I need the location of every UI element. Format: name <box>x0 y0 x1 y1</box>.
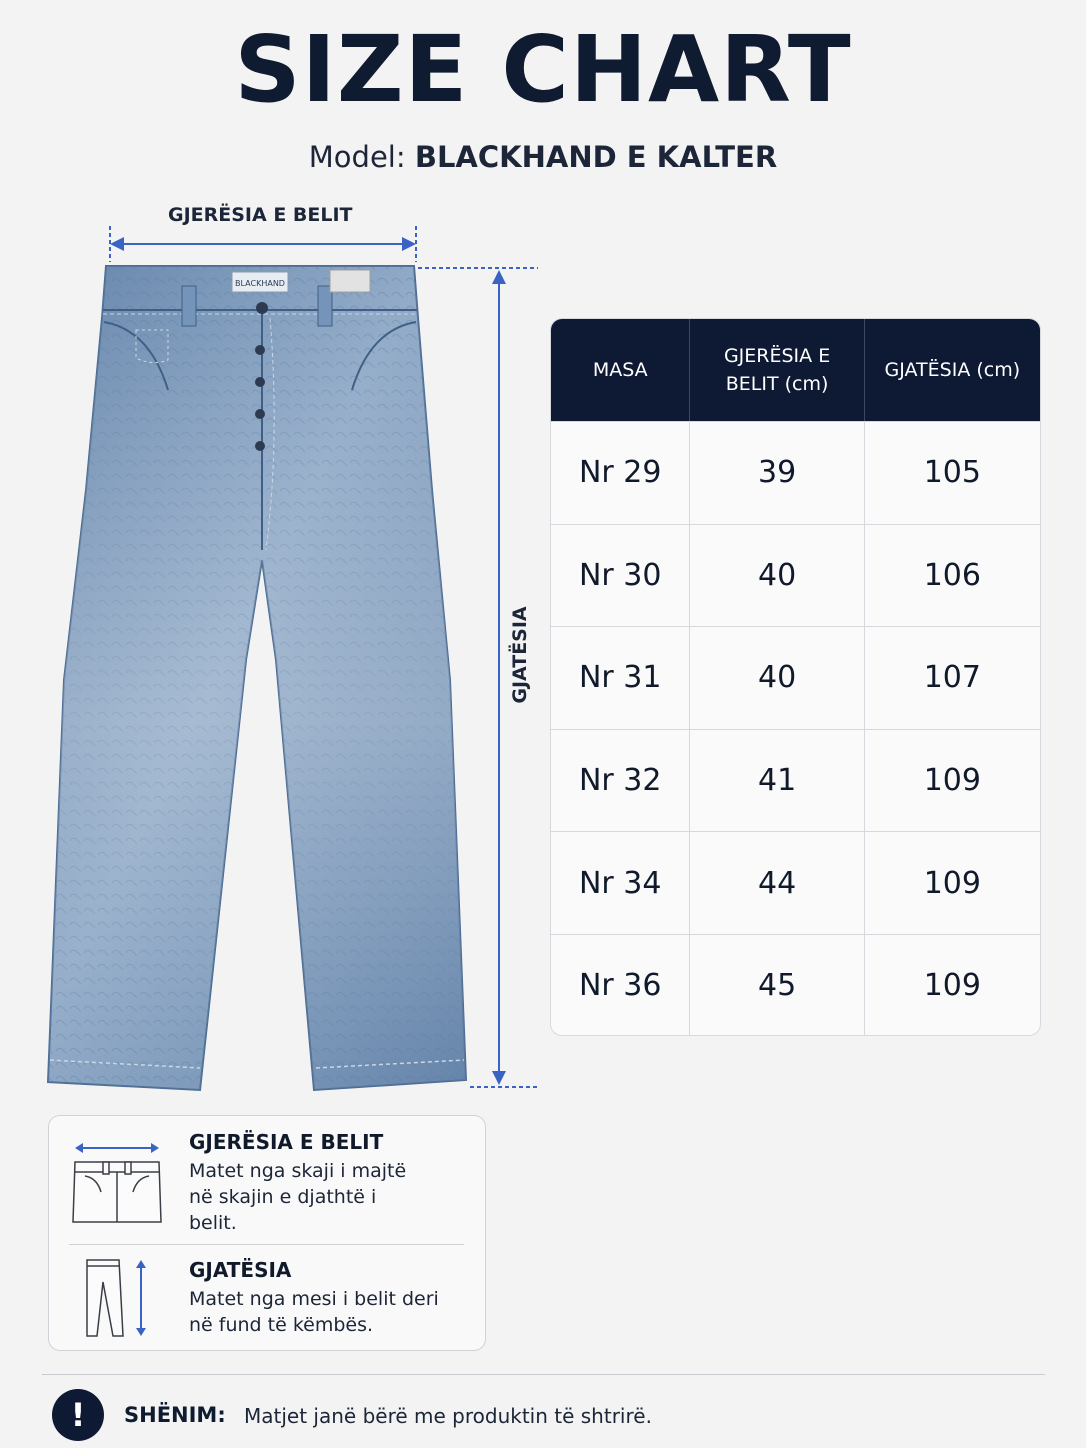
waist-info-desc: Matet nga skaji i majtë në skajin e djathtë i belit. <box>189 1160 407 1234</box>
exclamation-icon: ! <box>52 1389 104 1441</box>
cell-size: Nr 32 <box>551 730 690 832</box>
table-row <box>551 626 1040 729</box>
table-row <box>551 524 1040 627</box>
length-label: GJATËSIA <box>509 606 531 704</box>
cell-waist: 39 <box>690 422 864 524</box>
model-line <box>0 140 1086 174</box>
cell-waist: 45 <box>690 935 864 1036</box>
cell-size: Nr 29 <box>551 422 690 524</box>
header-waist-width-text: GJERËSIA E BELIT (cm) <box>723 344 831 395</box>
cell-length: 109 <box>923 763 981 799</box>
note-label: SHËNIM: <box>124 1403 226 1427</box>
cell-waist: 40 <box>690 525 864 627</box>
cell-size: Nr 36 <box>551 935 690 1036</box>
waist-info <box>49 1116 487 1244</box>
model-name: BLACKHAND E KALTER <box>414 140 778 174</box>
table-header <box>551 319 1040 421</box>
cell-length: 105 <box>923 455 981 491</box>
length-info-title: GJATËSIA <box>189 1258 292 1282</box>
length-icon <box>79 1256 159 1340</box>
cell-waist: 40 <box>690 627 864 729</box>
table-row <box>551 934 1040 1036</box>
waist-width-label: GJERËSIA E BELIT <box>168 204 353 226</box>
cell-size: Nr 34 <box>551 832 690 934</box>
length-info-desc: Matet nga mesi i belit deri në fund të këmbës. <box>189 1288 439 1336</box>
cell-waist: 44 <box>690 832 864 934</box>
header-length: GJATËSIA (cm) <box>884 358 1021 381</box>
header-size: MASA <box>551 319 690 421</box>
table-row <box>551 831 1040 934</box>
model-label: Model: <box>308 140 406 174</box>
header-waist-width <box>690 319 864 421</box>
note-text: Matjet janë bërë me produktin të shtrirë. <box>244 1404 652 1428</box>
cell-length: 106 <box>923 557 981 593</box>
cell-waist: 41 <box>690 730 864 832</box>
page-title: SIZE CHART <box>234 16 852 123</box>
waist-width-icon <box>69 1132 165 1230</box>
size-table <box>550 318 1041 1036</box>
cell-length: 109 <box>923 968 981 1004</box>
length-info <box>49 1244 487 1352</box>
cell-length: 109 <box>923 865 981 901</box>
measurement-info-box <box>48 1115 486 1351</box>
cell-length: 107 <box>923 660 981 696</box>
waist-info-title: GJERËSIA E BELIT <box>189 1130 384 1154</box>
brand-tag: BLACKHAND <box>235 279 285 288</box>
table-row <box>551 729 1040 832</box>
table-row <box>551 421 1040 524</box>
cell-size: Nr 30 <box>551 525 690 627</box>
note-divider <box>42 1374 1045 1375</box>
length-label-wrap <box>506 598 534 718</box>
cell-size: Nr 31 <box>551 627 690 729</box>
jeans-image <box>40 260 480 1100</box>
